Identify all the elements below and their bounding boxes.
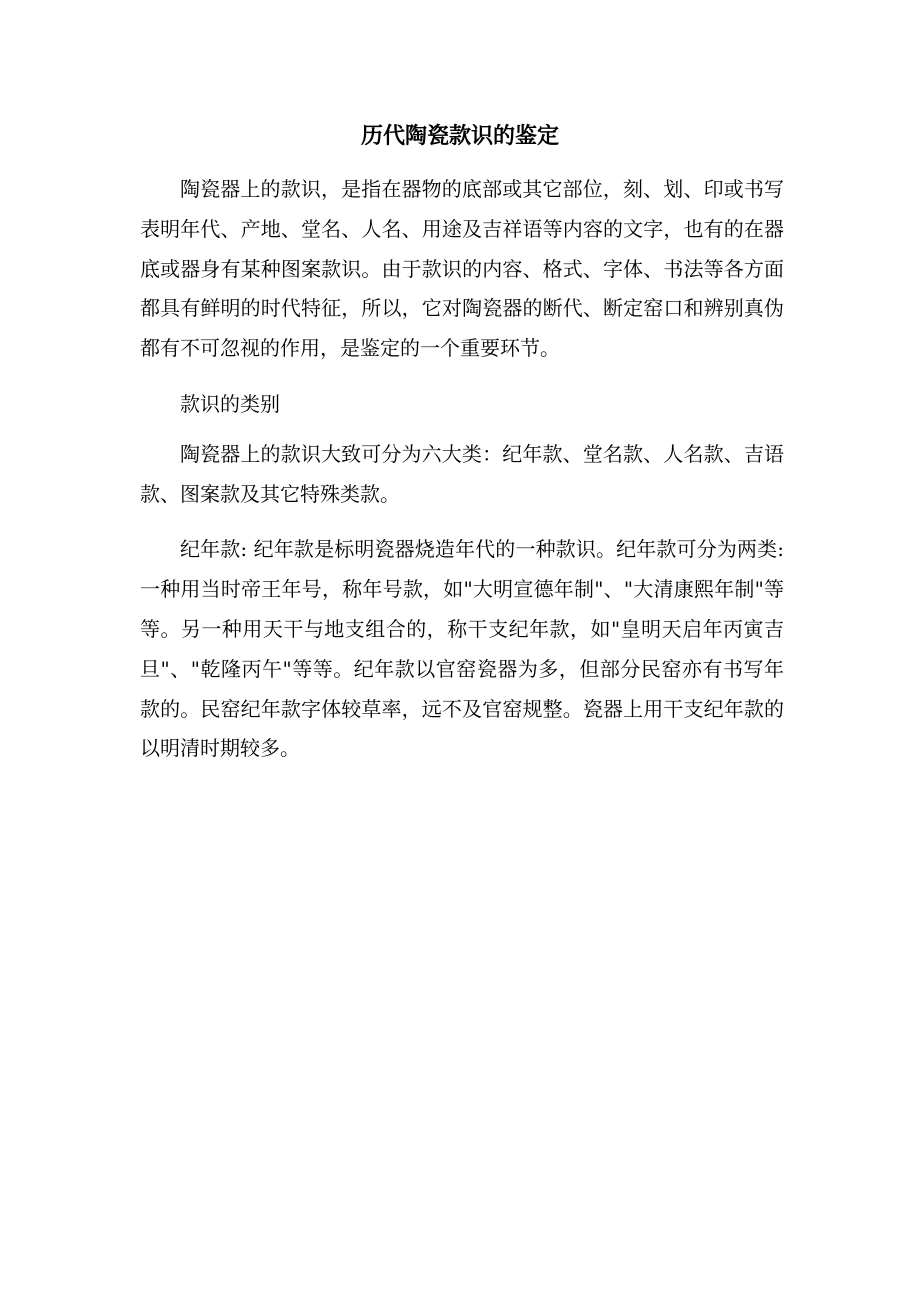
paragraph-intro: 陶瓷器上的款识，是指在器物的底部或其它部位，刻、划、印或书写表明年代、产地、堂名、人名、用途及吉祥语等内容的文字，也有的在器底或器身有某种图案款识。由于款识的内容、格式、字体、书法等各方面都具有鲜明的时代特征，所以，它对陶瓷器的断代、断定窑口和辨别真伪都有不可忽视的作用，是鉴定的一个重要环节。 — [140, 177, 784, 361]
section-heading-categories: 款识的类别 — [180, 391, 280, 416]
paragraph-categories: 陶瓷器上的款识大致可分为六大类：纪年款、堂名款、人名款、吉语款、图案款及其它特殊类款。 — [140, 441, 784, 506]
paragraph-dated-marks: 纪年款: 纪年款是标明瓷器烧造年代的一种款识。纪年款可分为两类: 一种用当时帝王年号，称年号款，如"大明宣德年制"、"大清康熙年制"等等。另一种用天干与地支组合的，称干支纪年款，如"皇明天启年丙寅吉旦"、"乾隆丙午"等等。纪年款以官窑瓷器为多，但部分民窑亦有书写年款的。民窑纪年款字体较草率，远不及官窑规整。瓷器上用干支纪年款的以明清时期较多。 — [140, 537, 784, 761]
document-title: 历代陶瓷款识的鉴定 — [360, 123, 559, 149]
document-body — [140, 170, 784, 785]
